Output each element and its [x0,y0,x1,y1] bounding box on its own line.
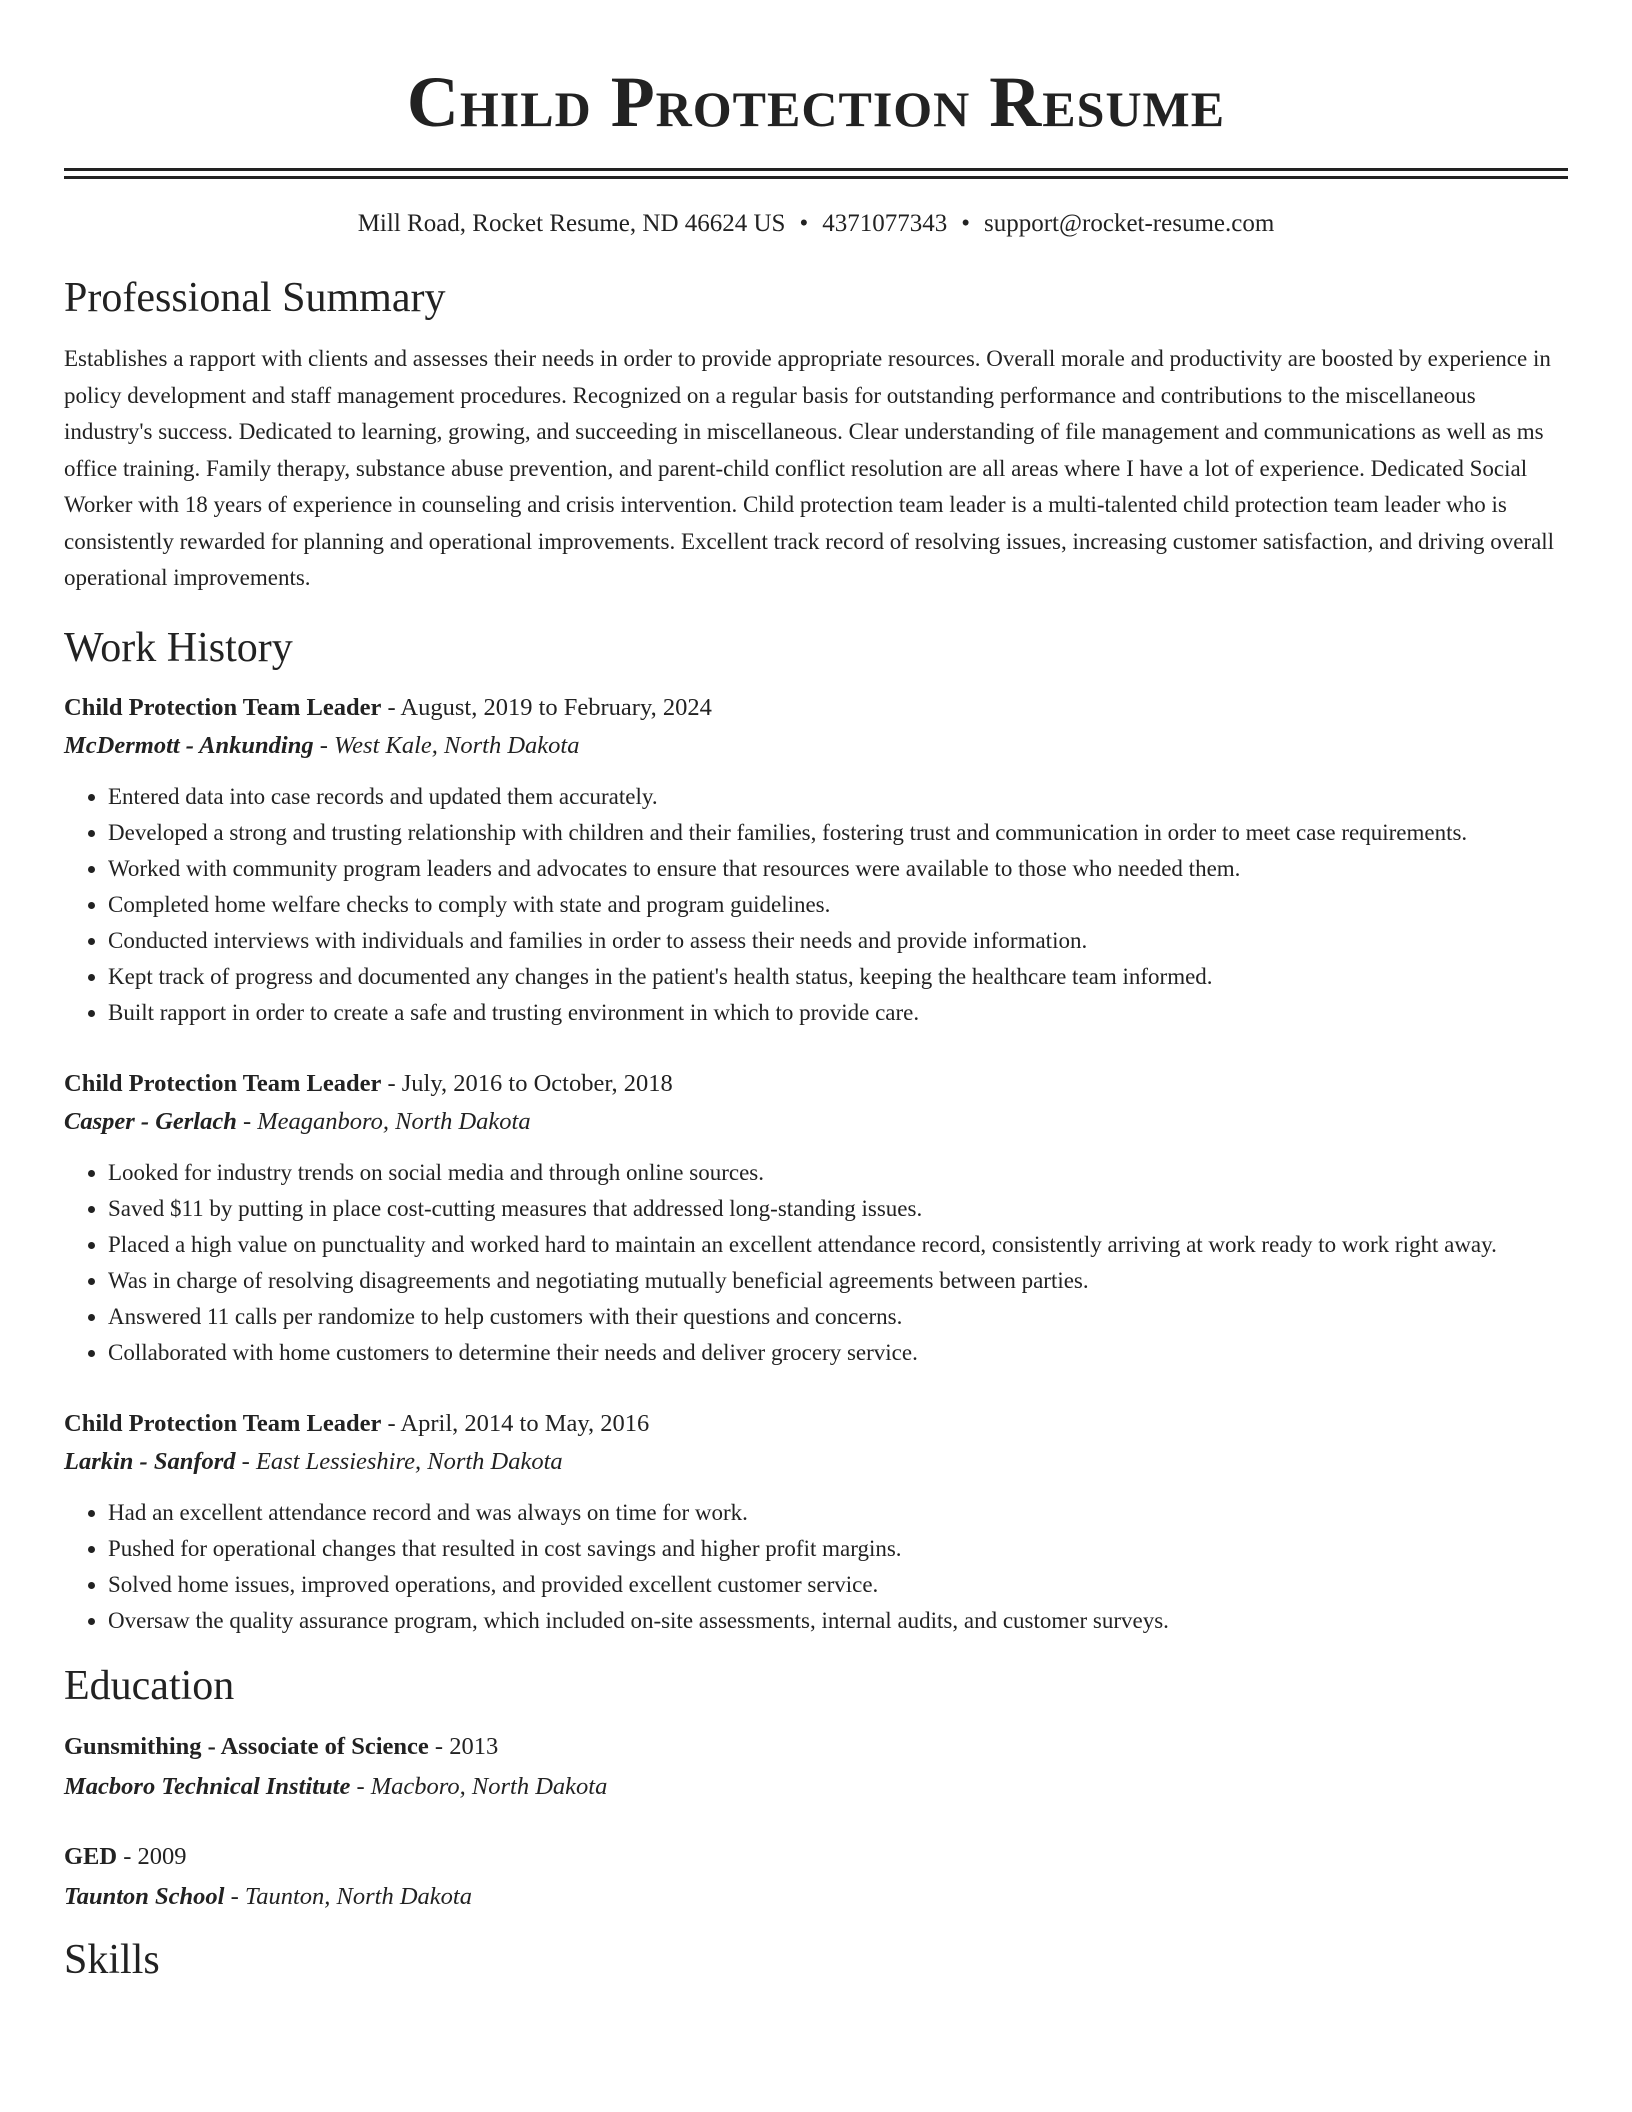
summary-heading: Professional Summary [64,275,446,321]
contact-email: support@rocket-resume.com [984,210,1275,237]
work-history-heading: Work History [64,624,293,671]
education-school: Macboro Technical Institute [64,1772,351,1800]
job-title-line [64,689,1568,727]
contact-line [64,207,1568,241]
job-bullet: • Collaborated with home customers to determine their needs and deliver grocery service. [108,1335,1568,1371]
job-entry [64,1065,1568,1371]
title-divider-top [64,168,1568,171]
job-entry [64,1405,1568,1639]
job-bullet: • Built rapport in order to create a safe and trusting environment in which to provide care. [108,995,1568,1031]
skills-heading: Skills [64,1936,160,1983]
job-location: - West Kale, North Dakota [313,731,580,759]
summary-text: Establishes a rapport with clients and assesses their needs in order to provide appropriate resources. Overall morale and productivity are boosted by experience in policy development and staff management procedures. Recognized on a regular basis for outstanding performance and contributions to the miscellaneous industry's success. Dedicated to learning, growing, and succeeding in miscellaneous. Clear understanding of file management and communications as well as ms office training. Family therapy, substance abuse prevention, and parent-child conflict resolution are all areas where I have a lot of experience. Dedicated Social Worker with 18 years of experience in counseling and crisis intervention. Child protection team leader is a multi-talented child protection team leader who is consistently rewarded for planning and operational improvements. Excellent track record of resolving issues, increasing customer satisfaction, and driving overall operational improvements. [64,346,1555,590]
education-location: - Macboro, North Dakota [350,1772,608,1800]
title-divider-bottom [64,176,1568,179]
education-degree: GED [64,1842,118,1870]
job-company: Casper - Gerlach [64,1107,237,1135]
education-degree-line [64,1727,1568,1767]
job-location: - East Lessieshire, North Dakota [235,1447,563,1475]
job-company-line [64,1103,1568,1141]
education-school: Taunton School [64,1882,225,1910]
contact-separator: • [961,210,970,237]
job-bullet: • Solved home issues, improved operations, and provided excellent customer service. [108,1567,1568,1603]
education-year: - 2013 [428,1732,499,1760]
job-bullet: • Worked with community program leaders and advocates to ensure that resources were available to those who needed them. [108,851,1568,887]
job-bullet: • Was in charge of resolving disagreements and negotiating mutually beneficial agreements between parties. [108,1263,1568,1299]
job-title-line [64,1405,1568,1443]
job-bullet: • Entered data into case records and updated them accurately. [108,779,1568,815]
education-entry [64,1837,1568,1917]
job-title: Child Protection Team Leader [64,693,382,721]
education-entry [64,1727,1568,1807]
job-bullet: • Answered 11 calls per randomize to help customers with their questions and concerns. [108,1299,1568,1335]
job-location: - Meaganboro, North Dakota [236,1107,531,1135]
job-dates: - July, 2016 to October, 2018 [381,1069,673,1097]
job-bullet: • Conducted interviews with individuals and families in order to assess their needs and provide information. [108,923,1568,959]
resume-title: Child Protection Resume [406,62,1226,142]
job-company-line [64,727,1568,765]
job-dates: - August, 2019 to February, 2024 [381,693,712,721]
education-degree: Gunsmithing - Associate of Science [64,1732,429,1760]
job-title: Child Protection Team Leader [64,1069,382,1097]
job-company-line [64,1443,1568,1481]
job-bullet: • Oversaw the quality assurance program, which included on-site assessments, internal audits, and customer surveys. [108,1603,1568,1639]
education-heading: Education [64,1662,235,1709]
resume-page [64,0,1568,1985]
job-bullet: • Saved $11 by putting in place cost-cutting measures that addressed long-standing issues. [108,1191,1568,1227]
job-title-line [64,1065,1568,1103]
job-entry [64,689,1568,1031]
education-school-line [64,1767,1568,1807]
contact-separator: • [799,210,809,237]
job-bullets [64,1495,1568,1639]
job-bullet: • Developed a strong and trusting relationship with children and their families, fostering trust and communication in order to meet case requirements. [108,815,1568,851]
job-company: Larkin - Sanford [64,1447,236,1475]
job-company: McDermott - Ankunding [64,731,314,759]
education-year: - 2009 [117,1842,187,1870]
contact-phone: 4371077343 [822,210,948,237]
job-bullet: • Placed a high value on punctuality and worked hard to maintain an excellent attendance record, consistently arriving at work ready to work right away. [108,1227,1568,1263]
job-bullets [64,1155,1568,1371]
job-title: Child Protection Team Leader [64,1409,382,1437]
job-bullet: • Completed home welfare checks to comply with state and program guidelines. [108,887,1568,923]
education-location: - Taunton, North Dakota [224,1882,472,1910]
education-degree-line [64,1837,1568,1877]
contact-address: Mill Road, Rocket Resume, ND 46624 US [357,210,786,237]
job-bullet: • Pushed for operational changes that resulted in cost savings and higher profit margins. [108,1531,1568,1567]
job-bullet: • Looked for industry trends on social media and through online sources. [108,1155,1568,1191]
job-bullets [64,779,1568,1031]
job-bullet: • Had an excellent attendance record and was always on time for work. [108,1495,1568,1531]
education-school-line [64,1877,1568,1917]
job-bullet: • Kept track of progress and documented any changes in the patient's health status, keeping the healthcare team informed. [108,959,1568,995]
job-dates: - April, 2014 to May, 2016 [381,1409,650,1437]
